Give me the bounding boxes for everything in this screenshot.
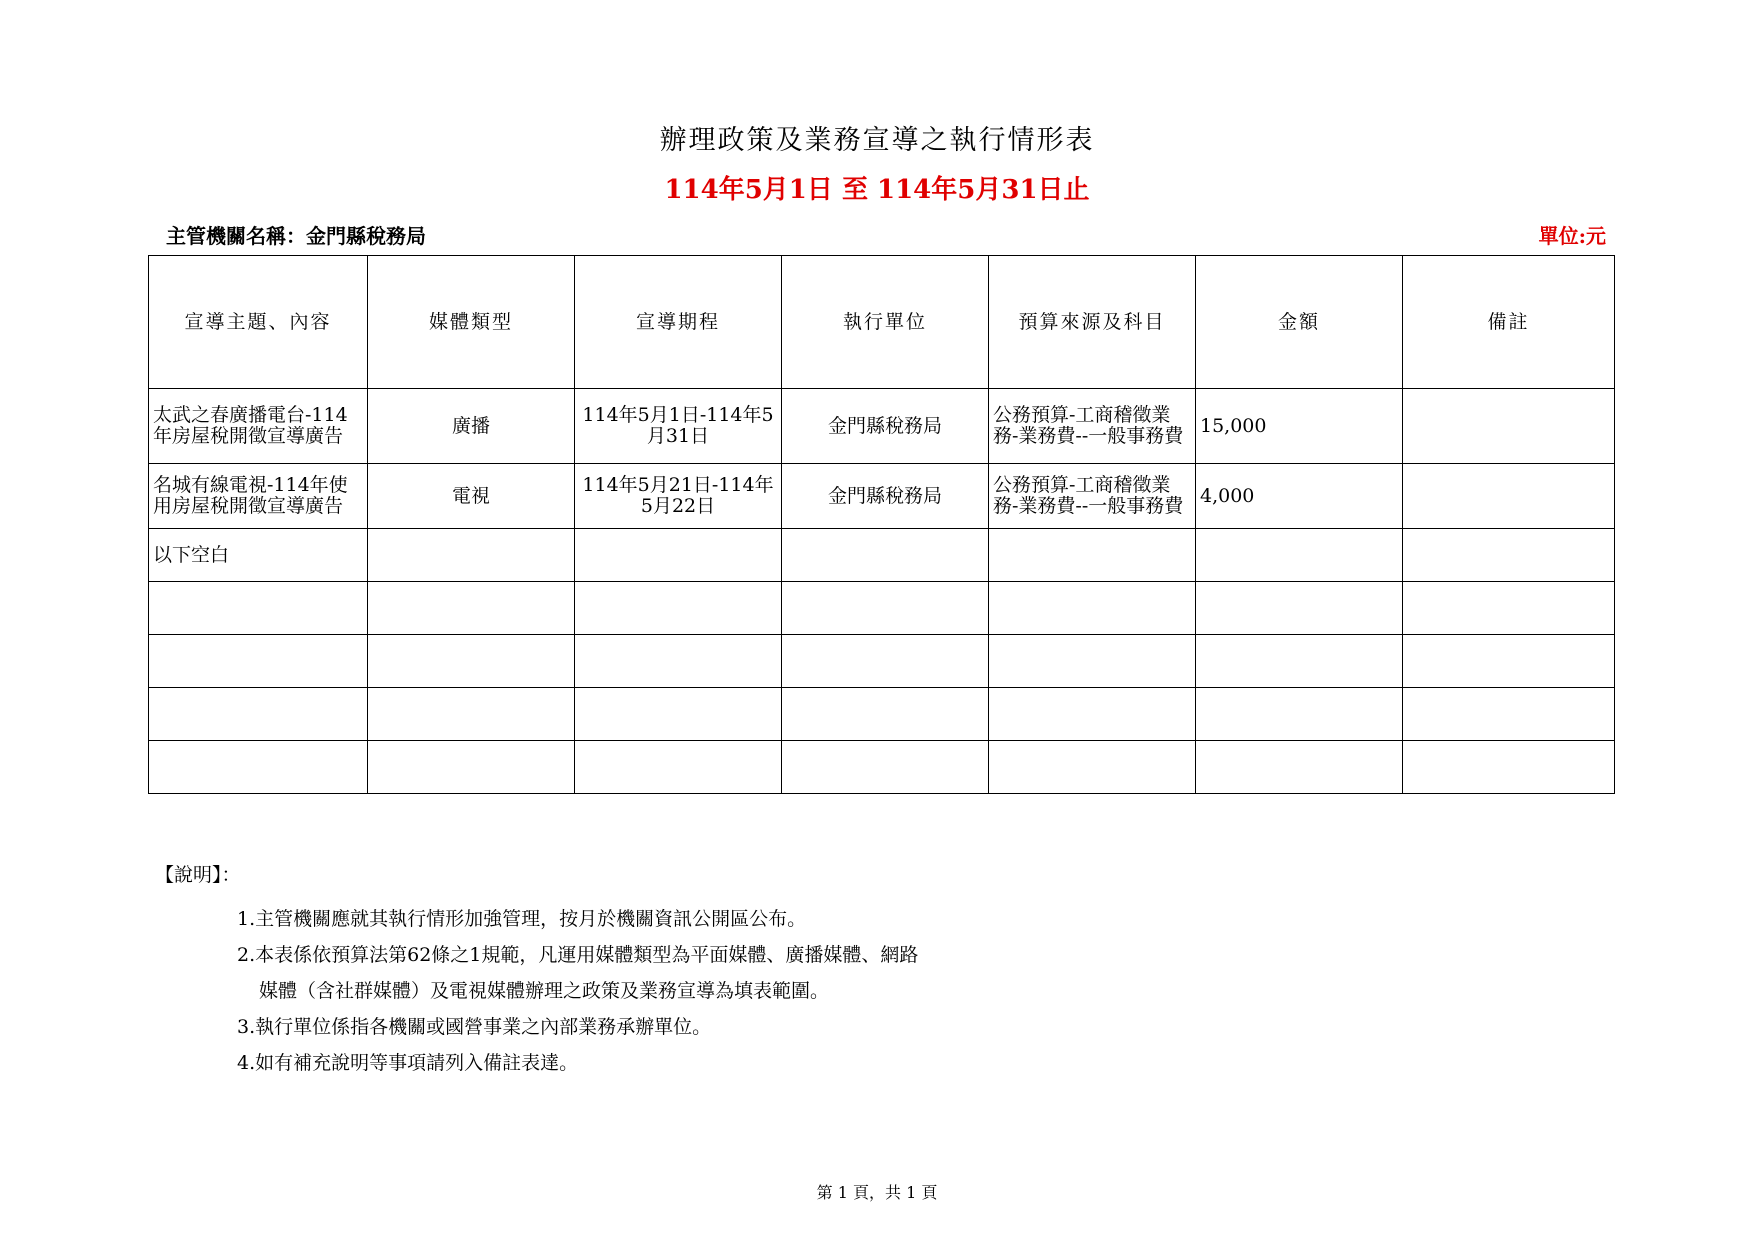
- cell-topic: 太武之春廣播電台-114年房屋稅開徵宣導廣告: [149, 389, 368, 464]
- empty-cell: [782, 582, 989, 635]
- empty-cell: [1403, 529, 1615, 582]
- cell-unit: 金門縣稅務局: [782, 389, 989, 464]
- cell-blank-note: 以下空白: [149, 529, 368, 582]
- empty-cell: [1403, 635, 1615, 688]
- empty-cell: [1403, 688, 1615, 741]
- execution-table: [148, 255, 1615, 794]
- empty-cell: [782, 688, 989, 741]
- currency-unit: 單位:元: [1538, 224, 1606, 248]
- table-row: [149, 582, 1615, 635]
- table-row: [149, 635, 1615, 688]
- note-item: 媒體（含社群媒體）及電視媒體辦理之政策及業務宣導為填表範圍。: [259, 980, 830, 1002]
- empty-cell: [149, 582, 368, 635]
- empty-cell: [989, 688, 1196, 741]
- empty-cell: [368, 582, 575, 635]
- agency-name: 主管機關名稱：金門縣稅務局: [166, 224, 426, 248]
- header-media: 媒體類型: [368, 256, 575, 389]
- empty-cell: [989, 529, 1196, 582]
- notes-section: [155, 860, 918, 1081]
- header-schedule: 宣導期程: [575, 256, 782, 389]
- header-remark: 備註: [1403, 256, 1615, 389]
- table-row: [149, 741, 1615, 794]
- cell-schedule: 114年5月1日-114年5月31日: [575, 389, 782, 464]
- cell-remark: [1403, 464, 1615, 529]
- page-title: 辦理政策及業務宣導之執行情形表: [659, 125, 1095, 156]
- empty-cell: [368, 529, 575, 582]
- table-row: [149, 688, 1615, 741]
- note-item: 3.執行單位係指各機關或國營事業之內部業務承辦單位。: [237, 1016, 712, 1038]
- empty-cell: [782, 635, 989, 688]
- note-item: 4.如有補充說明等事項請列入備註表達。: [237, 1052, 579, 1074]
- table-row: [149, 464, 1615, 529]
- empty-cell: [368, 741, 575, 794]
- cell-budget: 公務預算-工商稽徵業務-業務費--一般事務費: [989, 389, 1196, 464]
- empty-cell: [989, 741, 1196, 794]
- empty-cell: [149, 688, 368, 741]
- empty-cell: [575, 582, 782, 635]
- cell-amount: 4,000: [1196, 464, 1403, 529]
- empty-cell: [1196, 688, 1403, 741]
- empty-cell: [368, 688, 575, 741]
- empty-cell: [782, 529, 989, 582]
- empty-cell: [1196, 741, 1403, 794]
- note-item: 1.主管機關應就其執行情形加強管理，按月於機關資訊公開區公布。: [237, 908, 807, 930]
- empty-cell: [989, 582, 1196, 635]
- header-topic: 宣導主題、內容: [149, 256, 368, 389]
- empty-cell: [1403, 741, 1615, 794]
- table-header-row: [149, 256, 1615, 389]
- empty-cell: [1196, 529, 1403, 582]
- page-number: 第 1 頁，共 1 頁: [816, 1183, 938, 1202]
- notes-heading: 【說明】：: [155, 864, 241, 886]
- empty-cell: [149, 635, 368, 688]
- cell-remark: [1403, 389, 1615, 464]
- empty-cell: [1196, 582, 1403, 635]
- cell-amount: 15,000: [1196, 389, 1403, 464]
- empty-cell: [575, 529, 782, 582]
- cell-media: 廣播: [368, 389, 575, 464]
- table-row: [149, 529, 1615, 582]
- empty-cell: [149, 741, 368, 794]
- table-row: [149, 389, 1615, 464]
- header-budget: 預算來源及科目: [989, 256, 1196, 389]
- empty-cell: [782, 741, 989, 794]
- note-item: 2.本表係依預算法第62條之1規範，凡運用媒體類型為平面媒體、廣播媒體、網路: [237, 944, 919, 966]
- empty-cell: [575, 688, 782, 741]
- empty-cell: [575, 635, 782, 688]
- cell-budget: 公務預算-工商稽徵業務-業務費--一般事務費: [989, 464, 1196, 529]
- empty-cell: [1196, 635, 1403, 688]
- report-period: 114年5月1日 至 114年5月31日止: [664, 175, 1090, 205]
- header-unit: 執行單位: [782, 256, 989, 389]
- header-amount: 金額: [1196, 256, 1403, 389]
- cell-schedule: 114年5月21日-114年5月22日: [575, 464, 782, 529]
- empty-cell: [1403, 582, 1615, 635]
- cell-unit: 金門縣稅務局: [782, 464, 989, 529]
- empty-cell: [368, 635, 575, 688]
- empty-cell: [575, 741, 782, 794]
- empty-cell: [989, 635, 1196, 688]
- cell-topic: 名城有線電視-114年使用房屋稅開徵宣導廣告: [149, 464, 368, 529]
- cell-media: 電視: [368, 464, 575, 529]
